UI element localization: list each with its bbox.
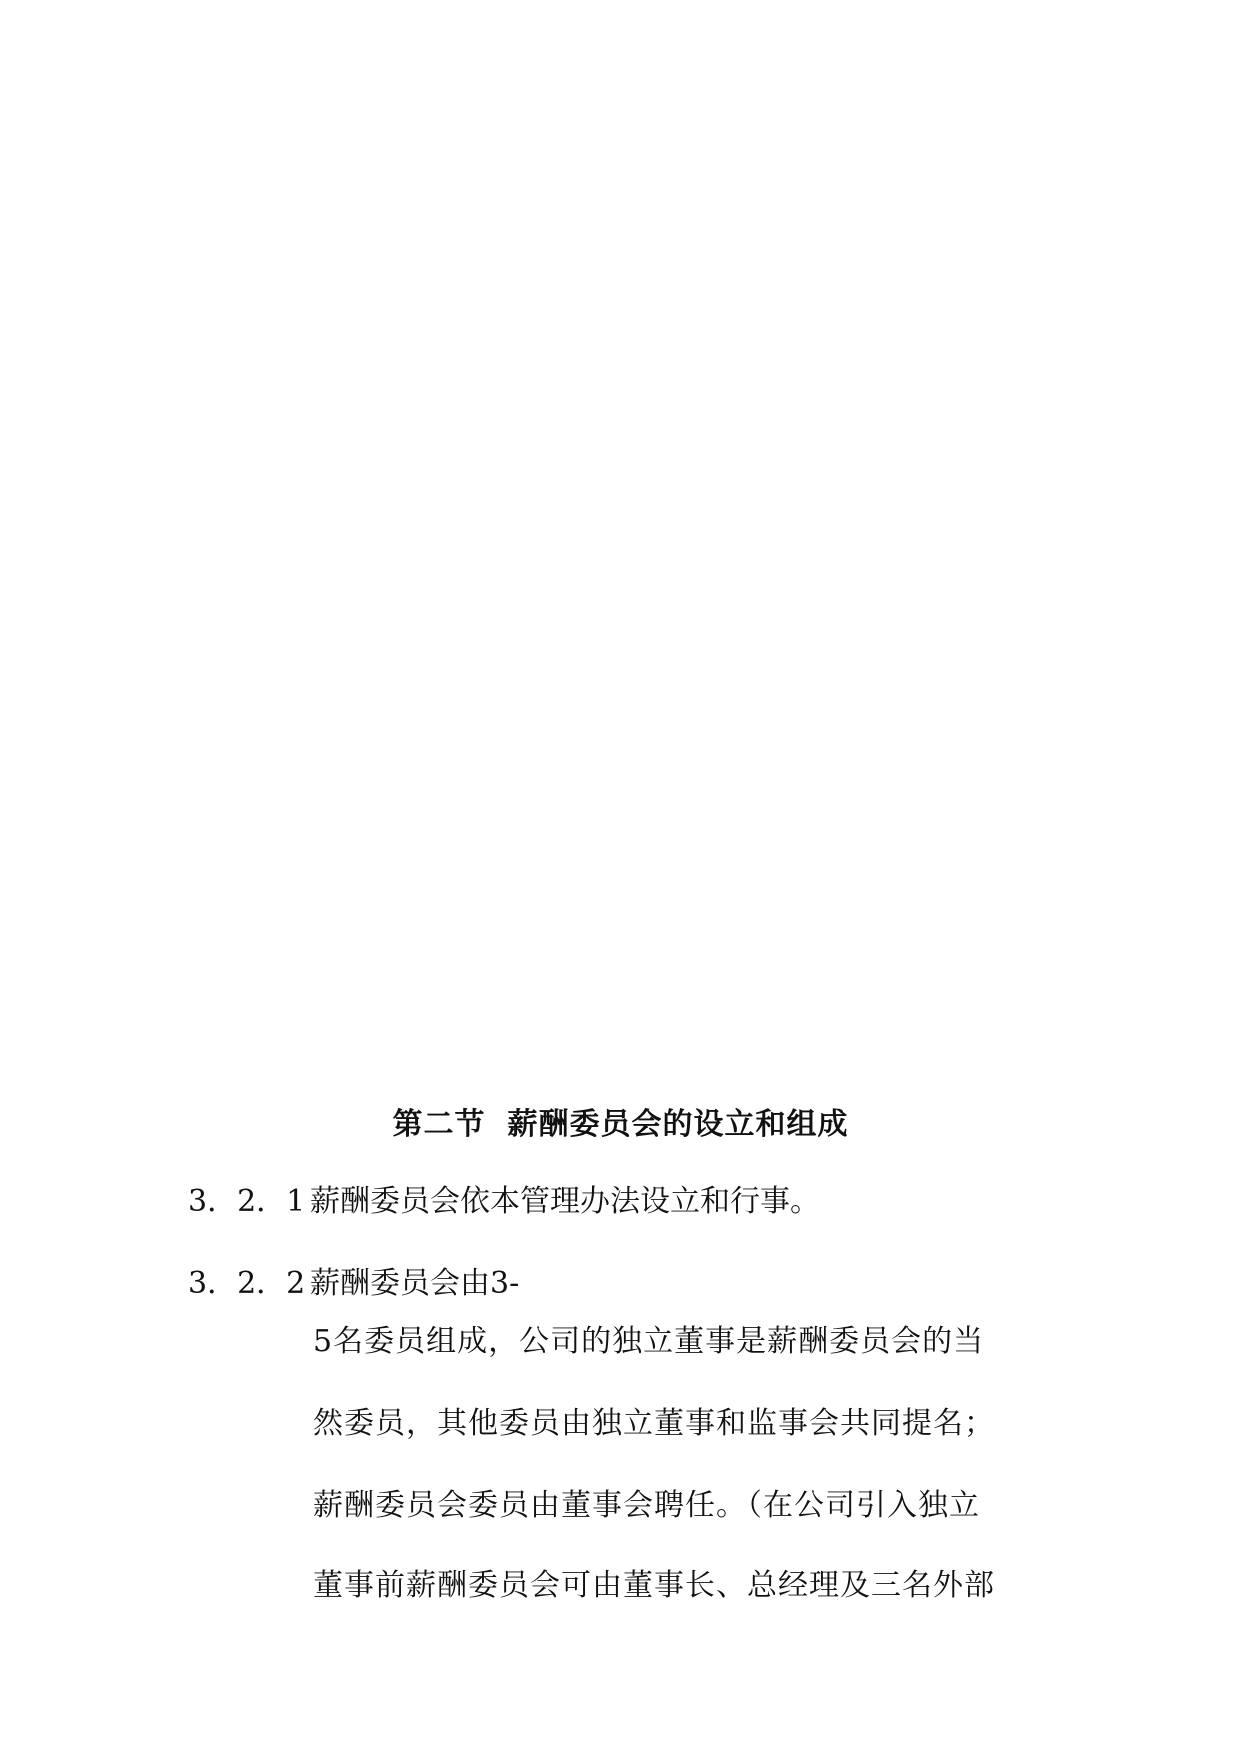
clause-body-line: 然委员，其他委员由独立董事和监事会共同提名； (313, 1406, 995, 1441)
section-heading (0, 1105, 1241, 1145)
clause-number: 3．2．2 (188, 1266, 306, 1301)
clause-text: 薪酬委员会依本管理办法设立和行事。 (310, 1184, 820, 1219)
clause-3-2-1 (188, 1182, 1068, 1222)
section-number: 第二节 (392, 1107, 486, 1142)
clause-body-line: 5名委员组成，公司的独立董事是薪酬委员会的当 (313, 1324, 985, 1359)
clause-body-line: 薪酬委员会委员由董事会聘任。（在公司引入独立 (313, 1488, 980, 1523)
clause-body-line: 董事前薪酬委员会可由董事长、总经理及三名外部 (313, 1568, 995, 1603)
clause-3-2-2 (188, 1264, 1068, 1304)
clause-text: 薪酬委员会由3- (310, 1266, 520, 1301)
clause-number: 3．2．1 (188, 1184, 306, 1219)
section-title: 薪酬委员会的设立和组成 (507, 1107, 849, 1142)
